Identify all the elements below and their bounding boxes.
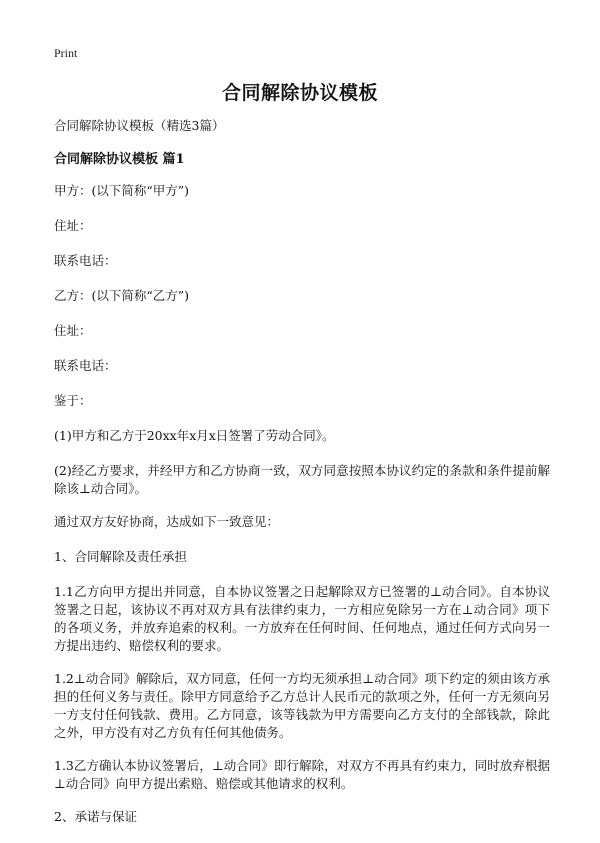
item-1-2: 1.2⊥动合同》解除后，双方同意，任何一方均无须承担⊥动合同》项下约定的须由该方承担的任何义务与责任。除甲方同意给予乙方总计人民币元的款项之外，任何一方无须向另一方支付任何钱款、费用。乙方同意，该等钱款为甲方需要向乙方支付的全部钱款，除此之外，甲方没有对乙方负有任何其他债务。	[54, 671, 550, 740]
party-b-address: 住址：	[54, 323, 92, 338]
party-a-address: 住址：	[54, 218, 92, 233]
party-a-phone: 联系电话：	[54, 253, 117, 268]
clause-2: (2)经乙方要求，并经甲方和乙方协商一致，双方同意按照本协议约定的条款和条件提前解除该⊥动合同》。	[54, 463, 550, 496]
print-label: Print	[54, 46, 78, 60]
heading-contract-termination: 1、合同解除及责任承担	[54, 549, 187, 564]
party-b-line: 乙方：(以下简称“乙方”)	[54, 288, 190, 303]
clause-1: (1)甲方和乙方于20xx年x月x日签署了劳动合同》。	[54, 428, 335, 443]
heading-commitments: 2、承诺与保证	[54, 809, 137, 824]
document-title: 合同解除协议模板	[221, 82, 378, 104]
agreement-intro: 通过双方友好协商，达成如下一致意见：	[54, 514, 280, 529]
document-body	[54, 117, 550, 843]
document-subtitle: 合同解除协议模板（精选3篇）	[54, 118, 225, 133]
party-a-line: 甲方：(以下简称“甲方”)	[54, 183, 190, 198]
item-1-3: 1.3乙方确认本协议签署后，⊥动合同》即行解除，对双方不再具有约束力，同时放弃根据⊥动合同》向甲方提出索赔、赔偿或其他请求的权利。	[54, 758, 550, 791]
whereas-label: 鉴于：	[54, 393, 92, 408]
party-b-phone: 联系电话：	[54, 358, 117, 373]
section-title: 合同解除协议模板 篇1	[54, 152, 185, 167]
item-1-1: 1.1乙方向甲方提出并同意，自本协议签署之日起解除双方已签署的⊥动合同》。自本协议签署之日起，该协议不再对双方具有法律约束力，一方相应免除另一方在⊥动合同》项下的各项义务，并放弃追索的权利。一方放弃在任何时间、任何地点，通过任何方式向另一方提出违约、赔偿权利的要求。	[54, 584, 550, 653]
